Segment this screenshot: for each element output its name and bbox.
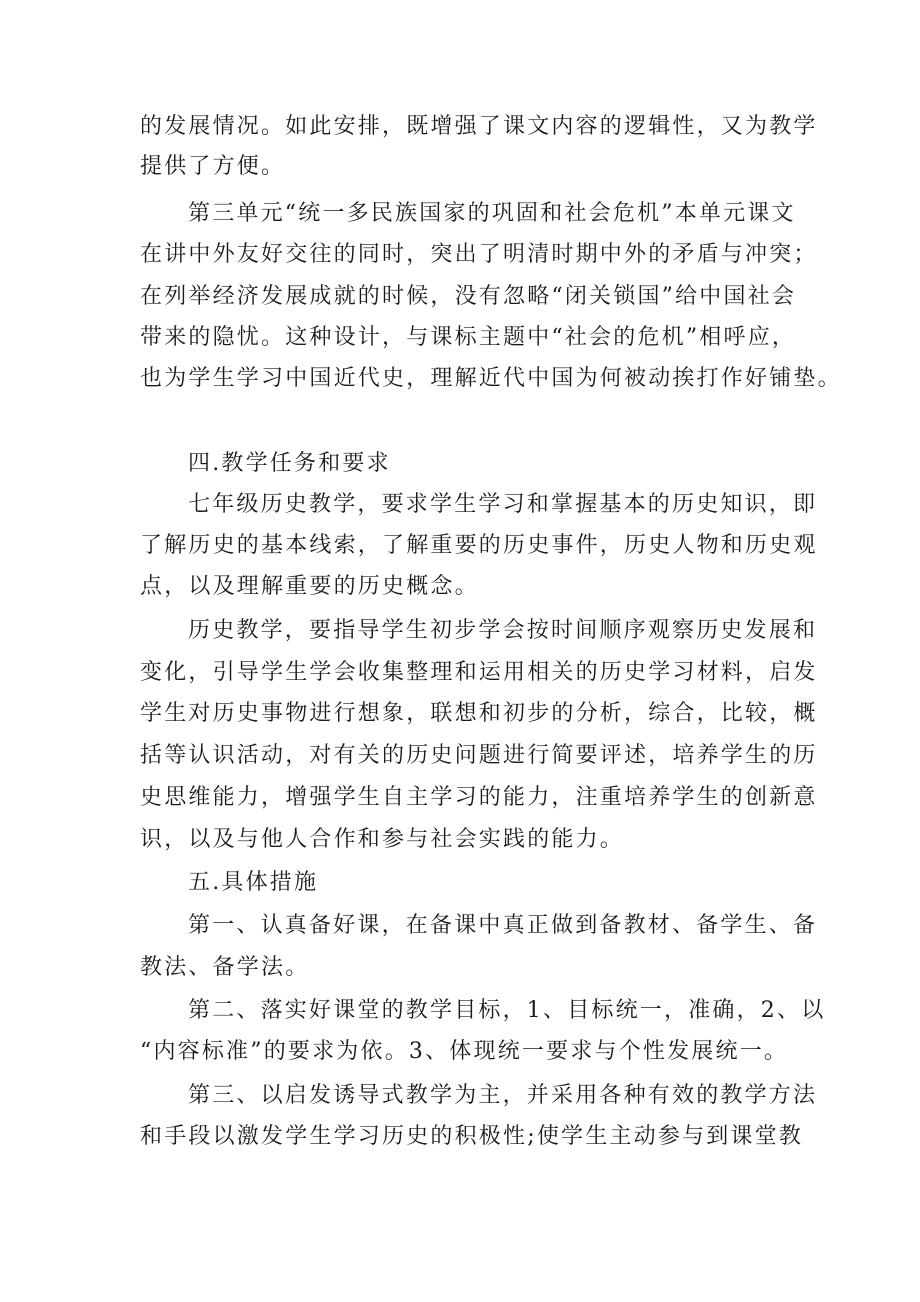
text-line: 历史教学，要指导学生初步学会按时间顺序观察历史发展和 — [188, 618, 818, 643]
text-line: 也为学生学习中国近代史，理解近代中国为何被动挨打作好铺垫。 — [140, 366, 842, 391]
section-heading: 五.具体措施 — [188, 870, 319, 895]
text-line: 第一、认真备好课，在备课中真正做到备教材、备学生、备 — [188, 913, 818, 938]
text-line: 变化，引导学生学会收集整理和运用相关的历史学习材料，启发 — [140, 660, 818, 685]
text-line: 识，以及与他人合作和参与社会实践的能力。 — [140, 827, 625, 852]
text-line: 在讲中外友好交往的同时，突出了明清时期中外的矛盾与冲突； — [140, 242, 818, 267]
text-line: 在列举经济发展成就的时候，没有忽略“闭关锁国”给中国社会 — [140, 284, 797, 309]
text-line: 了解历史的基本线索，了解重要的历史事件，历史人物和历史观 — [140, 533, 818, 558]
text-line: 和手段以激发学生学习历史的积极性;使学生主动参与到课堂教 — [140, 1124, 804, 1149]
text-line: 第三、以启发诱导式教学为主，并采用各种有效的教学方法 — [188, 1083, 818, 1108]
text-line: 第二、落实好课堂的教学目标，1、目标统一，准确，2、以 — [188, 998, 826, 1023]
text-line: 教法、备学法。 — [140, 955, 310, 980]
text-line: 括等认识活动，对有关的历史问题进行简要评述，培养学生的历 — [140, 743, 818, 768]
text-line: 史思维能力，增强学生自主学习的能力，注重培养学生的创新意 — [140, 785, 818, 810]
text-line: 提供了方便。 — [140, 154, 286, 179]
text-line: 第三单元“统一多民族国家的巩固和社会危机”本单元课文 — [188, 201, 796, 226]
text-line: 带来的隐忧。这种设计，与课标主题中“社会的危机”相呼应， — [140, 325, 797, 350]
text-line: 点，以及理解重要的历史概念。 — [140, 574, 479, 599]
text-line: 七年级历史教学，要求学生学习和掌握基本的历史知识，即 — [188, 492, 818, 517]
text-line: “内容标准”的要求为依。3、体现统一要求与个性发展统一。 — [140, 1039, 789, 1064]
section-heading: 四.教学任务和要求 — [188, 451, 391, 476]
text-line: 的发展情况。如此安排，既增强了课文内容的逻辑性，又为教学 — [140, 114, 818, 139]
text-line: 学生对历史事物进行想象，联想和初步的分析，综合，比较，概 — [140, 701, 818, 726]
